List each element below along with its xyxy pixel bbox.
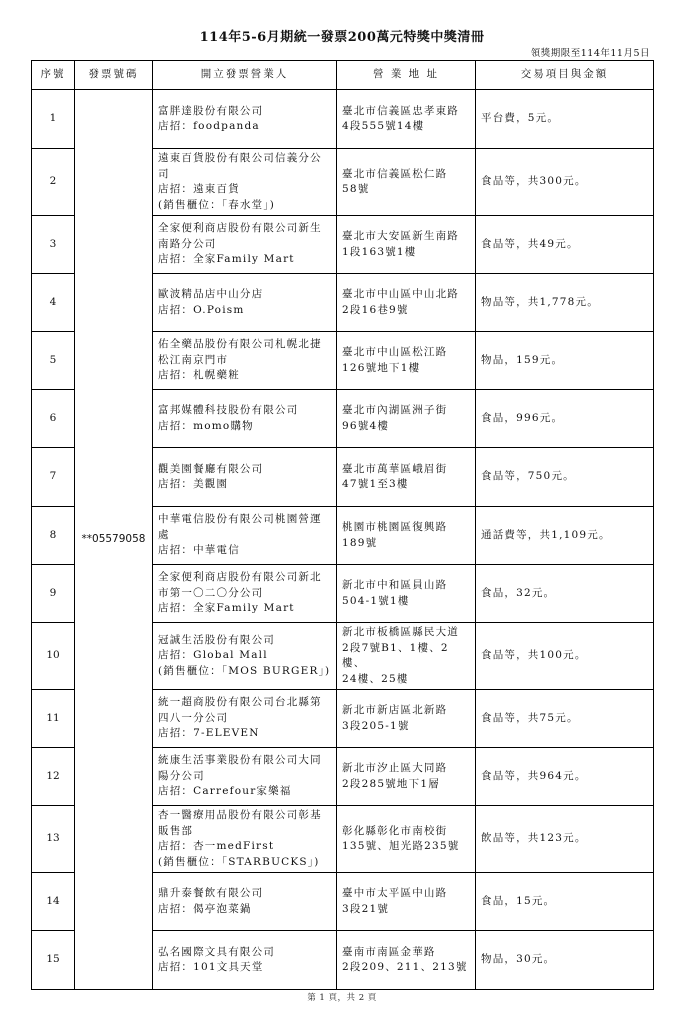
address-line: 135號、旭光路235號 [342,840,460,852]
table-row [32,90,654,149]
header-item-amount: 交易項目與金額 [476,61,654,90]
cell-seq: 5 [32,332,75,390]
cell-merchant [153,565,337,623]
address-line: 58號 [342,183,370,195]
merchant-line: 店招：momo購物 [158,419,254,432]
cell-merchant [153,931,337,990]
cell-item-amount: 食品，32元。 [476,565,654,623]
merchant-line: 觀美園餐廳有限公司 [158,462,264,475]
merchant-line: 杏一醫療用品股份有限公司彰基 [158,809,322,821]
cell-seq: 15 [32,931,75,990]
address-line: 臺北市中山區松江路 [342,346,448,358]
cell-merchant [153,873,337,931]
address-line: 2段209、211、213號 [342,961,468,973]
cell-merchant [153,806,337,873]
merchant-line: 統一超商股份有限公司台北縣第 [158,696,322,709]
address-line: 臺北市大安區新生南路 [342,230,459,242]
cell-seq: 6 [32,390,75,448]
cell-seq: 3 [32,216,75,274]
address-line: 189號 [342,536,378,549]
merchant-line: 遠東百貨股份有限公司信義分公 [158,152,322,164]
merchant-line: 店招：O.Poism [158,303,245,316]
merchant-line: 店招：美觀園 [158,478,229,490]
cell-merchant [153,748,337,806]
merchant-line: 市第一〇二〇分公司 [158,586,264,599]
merchant-line: 弘名國際文具有限公司 [158,945,275,958]
merchant-line: 店招：foodpanda [158,120,260,132]
cell-address [337,216,476,274]
cell-seq: 11 [32,690,75,748]
cell-seq: 12 [32,748,75,806]
merchant-line: 店招：7-ELEVEN [158,727,260,740]
merchant-line: 四八一分公司 [158,711,229,724]
address-line: 臺北市內湖區洲子街 [342,404,448,416]
cell-merchant [153,390,337,448]
merchant-line: 全家便利商店股份有限公司新生 [158,222,322,235]
merchant-line: (銷售櫃位：「MOS BURGER」) [158,664,331,677]
merchant-line: 南路分公司 [158,237,217,250]
cell-seq: 9 [32,565,75,623]
cell-seq: 4 [32,274,75,332]
merchant-line: 店招：中華電信 [158,544,240,557]
cell-merchant [153,448,337,507]
address-line: 新北市汐止區大同路 [342,762,448,774]
address-line: 臺北市萬華區峨眉街 [342,462,448,475]
address-line: 3段205-1號 [342,719,410,732]
merchant-line: 鼎升泰餐飲有限公司 [158,887,264,899]
cell-seq: 1 [32,90,75,149]
cell-address [337,149,476,216]
cell-address [337,748,476,806]
header-seq: 序號 [32,61,75,90]
merchant-line: 店招：杏一medFirst [158,840,275,852]
merchant-line: 佑全藥品股份有限公司札幌北捷 [158,338,322,351]
cell-address [337,565,476,623]
merchant-line: 店招：全家Family Mart [158,602,295,615]
cell-invoice-number: **05579058 [75,90,153,990]
cell-address [337,507,476,565]
merchant-line: 店招：101文具天堂 [158,961,264,973]
address-line: 2段285號地下1層 [342,777,440,790]
document-title: 114年5-6月期統一發票200萬元特獎中獎清冊 [199,30,485,45]
cell-item-amount: 物品等，共1,778元。 [476,274,654,332]
merchant-line: 松江南京門市 [158,353,229,366]
address-line: 新北市中和區員山路 [342,579,448,591]
address-line: 2段7號B1、1樓、2樓、 [342,641,449,669]
cell-address [337,274,476,332]
cell-merchant [153,623,337,690]
merchant-line: 店招：遠東百貨 [158,183,240,195]
merchant-line: 冠誠生活股份有限公司 [158,633,275,646]
merchant-line: 販售部 [158,824,194,837]
merchant-line: 陽分公司 [158,769,205,782]
address-line: 24樓、25樓 [342,672,409,685]
merchant-line: (銷售櫃位：「STARBUCKS」) [158,855,320,868]
cell-seq: 2 [32,149,75,216]
address-line: 126號地下1樓 [342,361,421,374]
cell-item-amount: 食品等，共100元。 [476,623,654,690]
cell-address [337,931,476,990]
cell-address [337,390,476,448]
cell-address [337,873,476,931]
address-line: 臺北市中山區中山北路 [342,288,459,300]
cell-seq: 14 [32,873,75,931]
address-line: 1段163號1樓 [342,245,417,258]
merchant-line: (銷售櫃位：「春水堂」) [158,198,276,211]
page-indicator: 第 1 頁，共 2 頁 [307,993,377,1003]
cell-merchant [153,690,337,748]
merchant-line: 店招：Carrefour家樂福 [158,785,292,798]
cell-address [337,806,476,873]
cell-item-amount: 食品等，共49元。 [476,216,654,274]
cell-merchant [153,149,337,216]
cell-address [337,448,476,507]
address-line: 4段555號14樓 [342,120,425,132]
address-line: 新北市板橋區縣民大道 [342,626,459,638]
cell-address [337,332,476,390]
address-line: 臺北市信義區忠孝東路 [342,104,459,117]
cell-item-amount: 物品，159元。 [476,332,654,390]
cell-item-amount: 平台費，5元。 [476,90,654,149]
cell-seq: 8 [32,507,75,565]
cell-merchant [153,90,337,149]
cell-address [337,623,476,690]
merchant-line: 富邦媒體科技股份有限公司 [158,404,299,416]
address-line: 96號4樓 [342,419,390,432]
table-header-row [32,61,654,90]
cell-merchant [153,274,337,332]
cell-item-amount: 食品，996元。 [476,390,654,448]
claim-deadline: 領獎期限至114年11月5日 [530,48,650,59]
merchant-line: 中華電信股份有限公司桃園營運 [158,513,322,526]
cell-item-amount: 食品等，750元。 [476,448,654,507]
cell-item-amount: 食品等，共300元。 [476,149,654,216]
cell-item-amount: 通話費等，共1,109元。 [476,507,654,565]
cell-merchant [153,507,337,565]
address-line: 臺中市太平區中山路 [342,887,448,899]
cell-item-amount: 食品等，共964元。 [476,748,654,806]
address-line: 2段16巷9號 [342,303,409,316]
cell-merchant [153,332,337,390]
cell-item-amount: 飲品等，共123元。 [476,806,654,873]
merchant-line: 富胖達股份有限公司 [158,104,264,117]
address-line: 3段21號 [342,902,390,915]
address-line: 臺北市信義區松仁路 [342,167,448,180]
merchant-line: 店招：全家Family Mart [158,253,295,266]
address-line: 桃園市桃園區復興路 [342,521,448,533]
merchant-line: 店招：Global Mall [158,649,268,662]
address-line: 504-1號1樓 [342,594,410,607]
merchant-line: 統康生活事業股份有限公司大同 [158,754,322,767]
cell-address [337,690,476,748]
address-line: 臺南市南區金華路 [342,945,436,958]
merchant-line: 處 [158,528,170,541]
merchant-line: 店招：札幌藥粧 [158,369,240,382]
cell-address [337,90,476,149]
address-line: 彰化縣彰化市南校街 [342,824,448,837]
cell-seq: 10 [32,623,75,690]
merchant-line: 司 [158,167,170,180]
merchant-line: 店招：偈亭泡菜鍋 [158,902,252,915]
header-invoice-number: 發票號碼 [75,61,153,90]
merchant-line: 全家便利商店股份有限公司新北 [158,571,322,584]
cell-item-amount: 食品，15元。 [476,873,654,931]
header-address: 營 業 地 址 [337,61,476,90]
address-line: 47號1至3樓 [342,478,409,490]
address-line: 新北市新店區北新路 [342,704,448,716]
cell-item-amount: 食品等，共75元。 [476,690,654,748]
cell-seq: 7 [32,448,75,507]
cell-merchant [153,216,337,274]
cell-item-amount: 物品，30元。 [476,931,654,990]
cell-seq: 13 [32,806,75,873]
winners-table [31,60,654,990]
header-merchant: 開立發票營業人 [153,61,337,90]
merchant-line: 歐波精品店中山分店 [158,288,264,300]
